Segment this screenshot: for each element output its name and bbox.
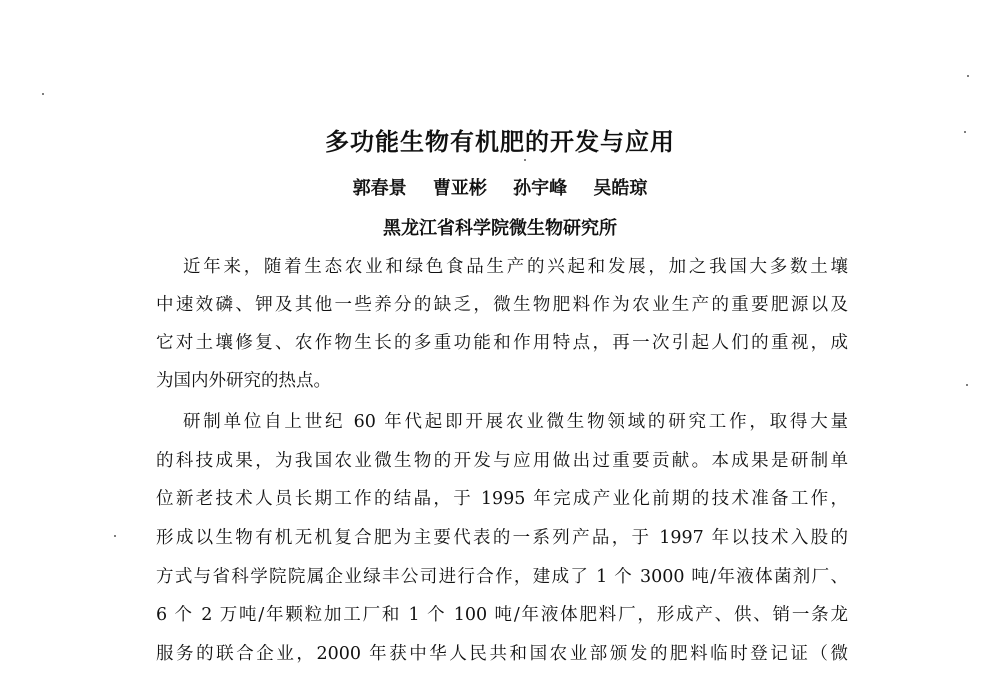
scan-speck xyxy=(967,75,969,77)
author-name: 郭春景 xyxy=(352,178,407,199)
author-affiliation: 黑龙江省科学院微生物研究所 xyxy=(383,218,617,239)
scan-speck xyxy=(114,535,116,537)
paragraph-2-line: 的科技成果，为我国农业微生物的开发与应用做出过重要贡献。本成果是研制单 xyxy=(156,451,848,471)
paragraph-2-line: 6 个 2 万吨/年颗粒加工厂和 1 个 100 吨/年液体肥料厂，形成产、供、销一条龙 xyxy=(156,605,848,625)
author-name: 吴皓琼 xyxy=(593,178,648,199)
paragraph-2-line: 服务的联合企业，2000 年获中华人民共和国农业部颁发的肥料临时登记证（微 xyxy=(156,644,848,664)
paragraph-1-line: 为国内外研究的热点。 xyxy=(156,371,331,391)
paragraph-2-line: 位新老技术人员长期工作的结晶，于 1995 年完成产业化前期的技术准备工作， xyxy=(156,489,848,509)
paragraph-2-line: 形成以生物有机无机复合肥为主要代表的一系列产品，于 1997 年以技术入股的 xyxy=(156,528,848,548)
scan-speck xyxy=(966,384,968,386)
scan-speck xyxy=(42,93,44,95)
scan-speck xyxy=(524,159,526,161)
author-list xyxy=(0,174,1000,200)
author-name: 曹亚彬 xyxy=(432,178,487,199)
paragraph-2-line: 研制单位自上世纪 60 年代起即开展农业微生物领域的研究工作，取得大量 xyxy=(183,412,848,432)
paragraph-1-line: 近年来，随着生态农业和绿色食品生产的兴起和发展，加之我国大多数土壤 xyxy=(183,257,848,277)
article-title: 多功能生物有机肥的开发与应用 xyxy=(325,127,675,156)
paragraph-1-line: 中速效磷、钾及其他一些养分的缺乏，微生物肥料作为农业生产的重要肥源以及 xyxy=(156,295,848,315)
author-name: 孙宇峰 xyxy=(513,178,568,199)
scan-speck xyxy=(964,131,966,133)
paragraph-2-line: 方式与省科学院院属企业绿丰公司进行合作，建成了 1 个 3000 吨/年液体菌剂厂、 xyxy=(156,567,848,587)
paragraph-1-line: 它对土壤修复、农作物生长的多重功能和作用特点，再一次引起人们的重视，成 xyxy=(156,333,848,353)
